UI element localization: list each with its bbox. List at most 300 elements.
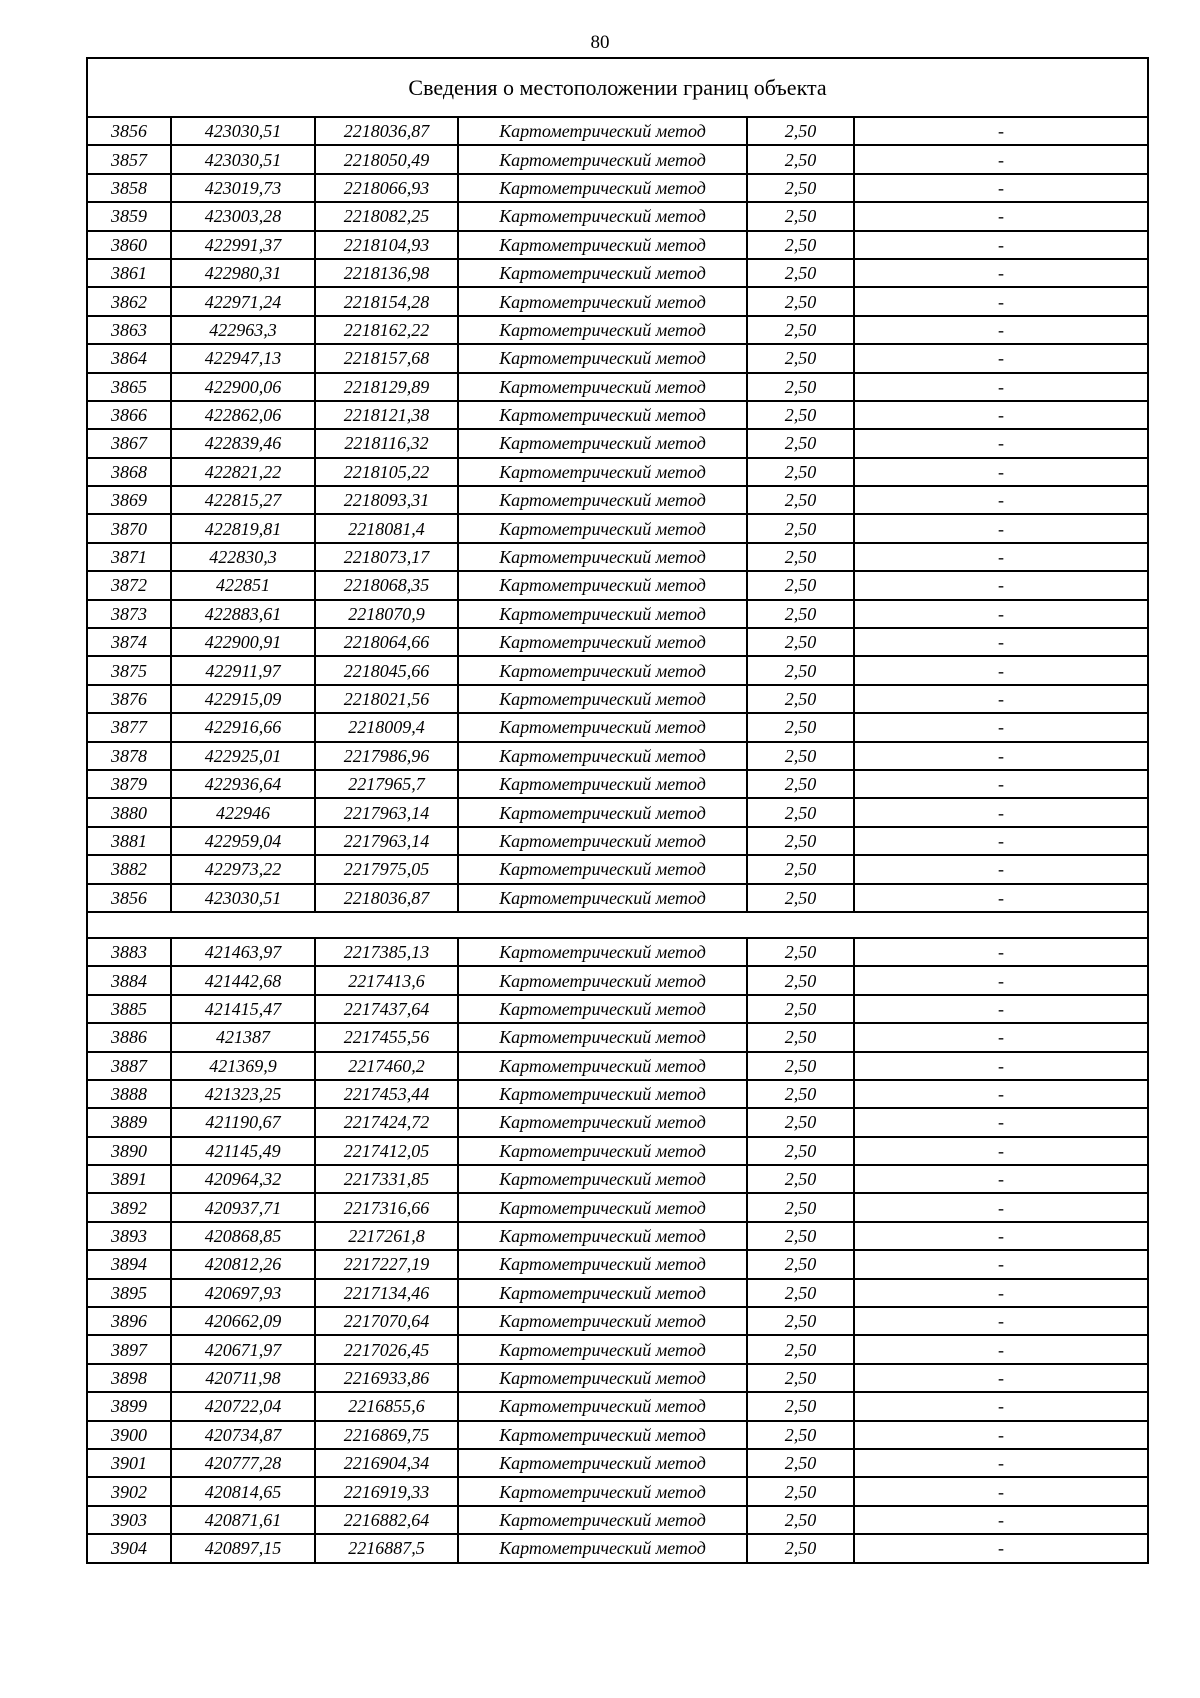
table-row xyxy=(87,995,1148,1023)
method-cell: Картометрический метод xyxy=(458,571,747,599)
method-cell: Картометрический метод xyxy=(458,1392,747,1420)
y-coordinate-cell: 2217424,72 xyxy=(315,1108,458,1136)
y-coordinate-cell: 2218162,22 xyxy=(315,316,458,344)
y-coordinate-cell: 2218082,25 xyxy=(315,202,458,230)
y-coordinate-cell: 2218157,68 xyxy=(315,344,458,372)
x-coordinate-cell: 420814,65 xyxy=(171,1477,315,1505)
table-row xyxy=(87,287,1148,315)
point-number-cell: 3903 xyxy=(87,1506,171,1534)
table-row xyxy=(87,1222,1148,1250)
description-cell: - xyxy=(854,429,1148,457)
y-coordinate-cell: 2217413,6 xyxy=(315,966,458,994)
accuracy-cell: 2,50 xyxy=(747,316,854,344)
description-cell: - xyxy=(854,1080,1148,1108)
method-cell: Картометрический метод xyxy=(458,1477,747,1505)
point-number-cell: 3890 xyxy=(87,1137,171,1165)
accuracy-cell: 2,50 xyxy=(747,514,854,542)
table-row xyxy=(87,1250,1148,1278)
accuracy-cell: 2,50 xyxy=(747,1335,854,1363)
y-coordinate-cell: 2217026,45 xyxy=(315,1335,458,1363)
accuracy-cell: 2,50 xyxy=(747,1023,854,1051)
description-cell: - xyxy=(854,373,1148,401)
y-coordinate-cell: 2217460,2 xyxy=(315,1052,458,1080)
accuracy-cell: 2,50 xyxy=(747,1534,854,1562)
y-coordinate-cell: 2218036,87 xyxy=(315,117,458,145)
x-coordinate-cell: 422900,06 xyxy=(171,373,315,401)
point-number-cell: 3875 xyxy=(87,656,171,684)
y-coordinate-cell: 2218050,49 xyxy=(315,145,458,173)
y-coordinate-cell: 2217227,19 xyxy=(315,1250,458,1278)
table-row xyxy=(87,1449,1148,1477)
table-row xyxy=(87,1279,1148,1307)
description-cell: - xyxy=(854,827,1148,855)
accuracy-cell: 2,50 xyxy=(747,259,854,287)
description-cell: - xyxy=(854,174,1148,202)
table-row xyxy=(87,117,1148,145)
y-coordinate-cell: 2217963,14 xyxy=(315,798,458,826)
point-number-cell: 3898 xyxy=(87,1364,171,1392)
point-number-cell: 3892 xyxy=(87,1193,171,1221)
y-coordinate-cell: 2217453,44 xyxy=(315,1080,458,1108)
description-cell: - xyxy=(854,770,1148,798)
table-row xyxy=(87,571,1148,599)
point-number-cell: 3859 xyxy=(87,202,171,230)
point-number-cell: 3860 xyxy=(87,231,171,259)
accuracy-cell: 2,50 xyxy=(747,1449,854,1477)
method-cell: Картометрический метод xyxy=(458,401,747,429)
description-cell: - xyxy=(854,1023,1148,1051)
x-coordinate-cell: 422971,24 xyxy=(171,287,315,315)
method-cell: Картометрический метод xyxy=(458,1364,747,1392)
method-cell: Картометрический метод xyxy=(458,685,747,713)
accuracy-cell: 2,50 xyxy=(747,1279,854,1307)
x-coordinate-cell: 422819,81 xyxy=(171,514,315,542)
description-cell: - xyxy=(854,600,1148,628)
x-coordinate-cell: 422883,61 xyxy=(171,600,315,628)
description-cell: - xyxy=(854,938,1148,966)
table-row xyxy=(87,373,1148,401)
accuracy-cell: 2,50 xyxy=(747,628,854,656)
method-cell: Картометрический метод xyxy=(458,231,747,259)
table-row xyxy=(87,1137,1148,1165)
point-number-cell: 3876 xyxy=(87,685,171,713)
point-number-cell: 3857 xyxy=(87,145,171,173)
x-coordinate-cell: 421323,25 xyxy=(171,1080,315,1108)
accuracy-cell: 2,50 xyxy=(747,1477,854,1505)
method-cell: Картометрический метод xyxy=(458,1449,747,1477)
table-row xyxy=(87,827,1148,855)
description-cell: - xyxy=(854,1364,1148,1392)
x-coordinate-cell: 422973,22 xyxy=(171,855,315,883)
method-cell: Картометрический метод xyxy=(458,145,747,173)
table-row xyxy=(87,1477,1148,1505)
point-number-cell: 3864 xyxy=(87,344,171,372)
y-coordinate-cell: 2217316,66 xyxy=(315,1193,458,1221)
accuracy-cell: 2,50 xyxy=(747,713,854,741)
point-number-cell: 3884 xyxy=(87,966,171,994)
table-row xyxy=(87,685,1148,713)
point-number-cell: 3871 xyxy=(87,543,171,571)
method-cell: Картометрический метод xyxy=(458,1052,747,1080)
point-number-cell: 3861 xyxy=(87,259,171,287)
description-cell: - xyxy=(854,401,1148,429)
point-number-cell: 3897 xyxy=(87,1335,171,1363)
accuracy-cell: 2,50 xyxy=(747,1421,854,1449)
y-coordinate-cell: 2218081,4 xyxy=(315,514,458,542)
x-coordinate-cell: 420871,61 xyxy=(171,1506,315,1534)
x-coordinate-cell: 422821,22 xyxy=(171,458,315,486)
y-coordinate-cell: 2217070,64 xyxy=(315,1307,458,1335)
table-row xyxy=(87,231,1148,259)
x-coordinate-cell: 423019,73 xyxy=(171,174,315,202)
description-cell: - xyxy=(854,543,1148,571)
method-cell: Картометрический метод xyxy=(458,628,747,656)
description-cell: - xyxy=(854,202,1148,230)
table-row xyxy=(87,884,1148,912)
x-coordinate-cell: 420812,26 xyxy=(171,1250,315,1278)
table-row xyxy=(87,1193,1148,1221)
point-number-cell: 3863 xyxy=(87,316,171,344)
point-number-cell: 3865 xyxy=(87,373,171,401)
y-coordinate-cell: 2218073,17 xyxy=(315,543,458,571)
accuracy-cell: 2,50 xyxy=(747,742,854,770)
page-number: 80 xyxy=(590,32,610,53)
point-number-cell: 3880 xyxy=(87,798,171,826)
y-coordinate-cell: 2217963,14 xyxy=(315,827,458,855)
x-coordinate-cell: 422862,06 xyxy=(171,401,315,429)
point-number-cell: 3896 xyxy=(87,1307,171,1335)
description-cell: - xyxy=(854,287,1148,315)
x-coordinate-cell: 422900,91 xyxy=(171,628,315,656)
description-cell: - xyxy=(854,1421,1148,1449)
accuracy-cell: 2,50 xyxy=(747,995,854,1023)
x-coordinate-cell: 420697,93 xyxy=(171,1279,315,1307)
point-number-cell: 3894 xyxy=(87,1250,171,1278)
accuracy-cell: 2,50 xyxy=(747,1307,854,1335)
accuracy-cell: 2,50 xyxy=(747,798,854,826)
x-coordinate-cell: 421369,9 xyxy=(171,1052,315,1080)
description-cell: - xyxy=(854,344,1148,372)
accuracy-cell: 2,50 xyxy=(747,656,854,684)
table-row xyxy=(87,1307,1148,1335)
table-row xyxy=(87,145,1148,173)
table-row xyxy=(87,1506,1148,1534)
description-cell: - xyxy=(854,884,1148,912)
accuracy-cell: 2,50 xyxy=(747,600,854,628)
y-coordinate-cell: 2218009,4 xyxy=(315,713,458,741)
point-number-cell: 3886 xyxy=(87,1023,171,1051)
point-number-cell: 3878 xyxy=(87,742,171,770)
method-cell: Картометрический метод xyxy=(458,202,747,230)
table-row xyxy=(87,628,1148,656)
point-number-cell: 3869 xyxy=(87,486,171,514)
table-row xyxy=(87,543,1148,571)
table-row xyxy=(87,1364,1148,1392)
method-cell: Картометрический метод xyxy=(458,798,747,826)
accuracy-cell: 2,50 xyxy=(747,1392,854,1420)
point-number-cell: 3882 xyxy=(87,855,171,883)
method-cell: Картометрический метод xyxy=(458,827,747,855)
description-cell: - xyxy=(854,1449,1148,1477)
method-cell: Картометрический метод xyxy=(458,1335,747,1363)
table-row xyxy=(87,1392,1148,1420)
x-coordinate-cell: 421190,67 xyxy=(171,1108,315,1136)
y-coordinate-cell: 2218066,93 xyxy=(315,174,458,202)
y-coordinate-cell: 2217331,85 xyxy=(315,1165,458,1193)
accuracy-cell: 2,50 xyxy=(747,429,854,457)
point-number-cell: 3883 xyxy=(87,938,171,966)
x-coordinate-cell: 422911,97 xyxy=(171,656,315,684)
method-cell: Картометрический метод xyxy=(458,742,747,770)
x-coordinate-cell: 422830,3 xyxy=(171,543,315,571)
table-body xyxy=(87,58,1148,1563)
x-coordinate-cell: 421145,49 xyxy=(171,1137,315,1165)
method-cell: Картометрический метод xyxy=(458,656,747,684)
method-cell: Картометрический метод xyxy=(458,855,747,883)
point-number-cell: 3901 xyxy=(87,1449,171,1477)
point-number-cell: 3872 xyxy=(87,571,171,599)
description-cell: - xyxy=(854,798,1148,826)
table-row xyxy=(87,1023,1148,1051)
point-number-cell: 3904 xyxy=(87,1534,171,1562)
table-row xyxy=(87,1421,1148,1449)
description-cell: - xyxy=(854,117,1148,145)
method-cell: Картометрический метод xyxy=(458,486,747,514)
point-number-cell: 3867 xyxy=(87,429,171,457)
x-coordinate-cell: 421442,68 xyxy=(171,966,315,994)
description-cell: - xyxy=(854,1335,1148,1363)
description-cell: - xyxy=(854,458,1148,486)
x-coordinate-cell: 423030,51 xyxy=(171,117,315,145)
description-cell: - xyxy=(854,571,1148,599)
method-cell: Картометрический метод xyxy=(458,1080,747,1108)
y-coordinate-cell: 2217975,05 xyxy=(315,855,458,883)
description-cell: - xyxy=(854,1392,1148,1420)
x-coordinate-cell: 422991,37 xyxy=(171,231,315,259)
point-number-cell: 3856 xyxy=(87,884,171,912)
description-cell: - xyxy=(854,1222,1148,1250)
description-cell: - xyxy=(854,628,1148,656)
method-cell: Картометрический метод xyxy=(458,995,747,1023)
accuracy-cell: 2,50 xyxy=(747,884,854,912)
accuracy-cell: 2,50 xyxy=(747,571,854,599)
x-coordinate-cell: 422959,04 xyxy=(171,827,315,855)
point-number-cell: 3888 xyxy=(87,1080,171,1108)
method-cell: Картометрический метод xyxy=(458,174,747,202)
method-cell: Картометрический метод xyxy=(458,1534,747,1562)
accuracy-cell: 2,50 xyxy=(747,486,854,514)
y-coordinate-cell: 2216919,33 xyxy=(315,1477,458,1505)
table-row xyxy=(87,770,1148,798)
y-coordinate-cell: 2218070,9 xyxy=(315,600,458,628)
y-coordinate-cell: 2216933,86 xyxy=(315,1364,458,1392)
x-coordinate-cell: 420722,04 xyxy=(171,1392,315,1420)
point-number-cell: 3902 xyxy=(87,1477,171,1505)
accuracy-cell: 2,50 xyxy=(747,401,854,429)
x-coordinate-cell: 422963,3 xyxy=(171,316,315,344)
description-cell: - xyxy=(854,316,1148,344)
y-coordinate-cell: 2217134,46 xyxy=(315,1279,458,1307)
method-cell: Картометрический метод xyxy=(458,514,747,542)
contour-separator-row xyxy=(87,912,1148,938)
y-coordinate-cell: 2217965,7 xyxy=(315,770,458,798)
y-coordinate-cell: 2218154,28 xyxy=(315,287,458,315)
description-cell: - xyxy=(854,656,1148,684)
x-coordinate-cell: 422946 xyxy=(171,798,315,826)
point-number-cell: 3868 xyxy=(87,458,171,486)
method-cell: Картометрический метод xyxy=(458,1137,747,1165)
method-cell: Картометрический метод xyxy=(458,1506,747,1534)
point-number-cell: 3885 xyxy=(87,995,171,1023)
method-cell: Картометрический метод xyxy=(458,429,747,457)
x-coordinate-cell: 420868,85 xyxy=(171,1222,315,1250)
point-number-cell: 3862 xyxy=(87,287,171,315)
description-cell: - xyxy=(854,1506,1148,1534)
x-coordinate-cell: 423030,51 xyxy=(171,884,315,912)
description-cell: - xyxy=(854,231,1148,259)
x-coordinate-cell: 422915,09 xyxy=(171,685,315,713)
accuracy-cell: 2,50 xyxy=(747,855,854,883)
accuracy-cell: 2,50 xyxy=(747,1052,854,1080)
method-cell: Картометрический метод xyxy=(458,316,747,344)
method-cell: Картометрический метод xyxy=(458,938,747,966)
point-number-cell: 3879 xyxy=(87,770,171,798)
table-row xyxy=(87,600,1148,628)
method-cell: Картометрический метод xyxy=(458,1421,747,1449)
x-coordinate-cell: 420964,32 xyxy=(171,1165,315,1193)
accuracy-cell: 2,50 xyxy=(747,174,854,202)
separator-cell xyxy=(87,912,1148,938)
y-coordinate-cell: 2216904,34 xyxy=(315,1449,458,1477)
y-coordinate-cell: 2216882,64 xyxy=(315,1506,458,1534)
y-coordinate-cell: 2218129,89 xyxy=(315,373,458,401)
description-cell: - xyxy=(854,1279,1148,1307)
method-cell: Картометрический метод xyxy=(458,1307,747,1335)
table-row xyxy=(87,1335,1148,1363)
y-coordinate-cell: 2216855,6 xyxy=(315,1392,458,1420)
description-cell: - xyxy=(854,1534,1148,1562)
table-row xyxy=(87,1534,1148,1562)
method-cell: Картометрический метод xyxy=(458,1279,747,1307)
point-number-cell: 3889 xyxy=(87,1108,171,1136)
accuracy-cell: 2,50 xyxy=(747,1080,854,1108)
x-coordinate-cell: 422851 xyxy=(171,571,315,599)
y-coordinate-cell: 2218021,56 xyxy=(315,685,458,713)
description-cell: - xyxy=(854,1108,1148,1136)
accuracy-cell: 2,50 xyxy=(747,117,854,145)
accuracy-cell: 2,50 xyxy=(747,827,854,855)
y-coordinate-cell: 2218093,31 xyxy=(315,486,458,514)
description-cell: - xyxy=(854,685,1148,713)
table-row xyxy=(87,259,1148,287)
x-coordinate-cell: 421463,97 xyxy=(171,938,315,966)
x-coordinate-cell: 422947,13 xyxy=(171,344,315,372)
method-cell: Картометрический метод xyxy=(458,344,747,372)
accuracy-cell: 2,50 xyxy=(747,966,854,994)
accuracy-cell: 2,50 xyxy=(747,1137,854,1165)
x-coordinate-cell: 420937,71 xyxy=(171,1193,315,1221)
x-coordinate-cell: 420897,15 xyxy=(171,1534,315,1562)
table-row xyxy=(87,344,1148,372)
table-row xyxy=(87,742,1148,770)
y-coordinate-cell: 2218104,93 xyxy=(315,231,458,259)
x-coordinate-cell: 420671,97 xyxy=(171,1335,315,1363)
table-row xyxy=(87,1080,1148,1108)
table-row xyxy=(87,855,1148,883)
description-cell: - xyxy=(854,742,1148,770)
accuracy-cell: 2,50 xyxy=(747,770,854,798)
accuracy-cell: 2,50 xyxy=(747,202,854,230)
method-cell: Картометрический метод xyxy=(458,770,747,798)
y-coordinate-cell: 2218068,35 xyxy=(315,571,458,599)
x-coordinate-cell: 422925,01 xyxy=(171,742,315,770)
table-row xyxy=(87,202,1148,230)
accuracy-cell: 2,50 xyxy=(747,344,854,372)
description-cell: - xyxy=(854,966,1148,994)
accuracy-cell: 2,50 xyxy=(747,543,854,571)
description-cell: - xyxy=(854,1193,1148,1221)
table-row xyxy=(87,1052,1148,1080)
y-coordinate-cell: 2217455,56 xyxy=(315,1023,458,1051)
y-coordinate-cell: 2216869,75 xyxy=(315,1421,458,1449)
accuracy-cell: 2,50 xyxy=(747,287,854,315)
accuracy-cell: 2,50 xyxy=(747,938,854,966)
y-coordinate-cell: 2217385,13 xyxy=(315,938,458,966)
method-cell: Картометрический метод xyxy=(458,966,747,994)
method-cell: Картометрический метод xyxy=(458,1108,747,1136)
table-row xyxy=(87,798,1148,826)
method-cell: Картометрический метод xyxy=(458,117,747,145)
x-coordinate-cell: 422980,31 xyxy=(171,259,315,287)
description-cell: - xyxy=(854,855,1148,883)
accuracy-cell: 2,50 xyxy=(747,1108,854,1136)
method-cell: Картометрический метод xyxy=(458,713,747,741)
method-cell: Картометрический метод xyxy=(458,543,747,571)
point-number-cell: 3858 xyxy=(87,174,171,202)
accuracy-cell: 2,50 xyxy=(747,1165,854,1193)
y-coordinate-cell: 2218136,98 xyxy=(315,259,458,287)
method-cell: Картометрический метод xyxy=(458,884,747,912)
y-coordinate-cell: 2217412,05 xyxy=(315,1137,458,1165)
table-row xyxy=(87,401,1148,429)
y-coordinate-cell: 2218121,38 xyxy=(315,401,458,429)
table-title-row xyxy=(87,58,1148,117)
table-row xyxy=(87,1165,1148,1193)
x-coordinate-cell: 422815,27 xyxy=(171,486,315,514)
accuracy-cell: 2,50 xyxy=(747,231,854,259)
description-cell: - xyxy=(854,1250,1148,1278)
point-number-cell: 3899 xyxy=(87,1392,171,1420)
method-cell: Картометрический метод xyxy=(458,287,747,315)
y-coordinate-cell: 2218064,66 xyxy=(315,628,458,656)
y-coordinate-cell: 2218105,22 xyxy=(315,458,458,486)
y-coordinate-cell: 2217437,64 xyxy=(315,995,458,1023)
method-cell: Картометрический метод xyxy=(458,373,747,401)
y-coordinate-cell: 2218116,32 xyxy=(315,429,458,457)
x-coordinate-cell: 421387 xyxy=(171,1023,315,1051)
point-number-cell: 3900 xyxy=(87,1421,171,1449)
method-cell: Картометрический метод xyxy=(458,600,747,628)
table-row xyxy=(87,316,1148,344)
accuracy-cell: 2,50 xyxy=(747,1364,854,1392)
method-cell: Картометрический метод xyxy=(458,1023,747,1051)
description-cell: - xyxy=(854,1052,1148,1080)
y-coordinate-cell: 2218036,87 xyxy=(315,884,458,912)
point-number-cell: 3881 xyxy=(87,827,171,855)
x-coordinate-cell: 421415,47 xyxy=(171,995,315,1023)
point-number-cell: 3874 xyxy=(87,628,171,656)
description-cell: - xyxy=(854,514,1148,542)
